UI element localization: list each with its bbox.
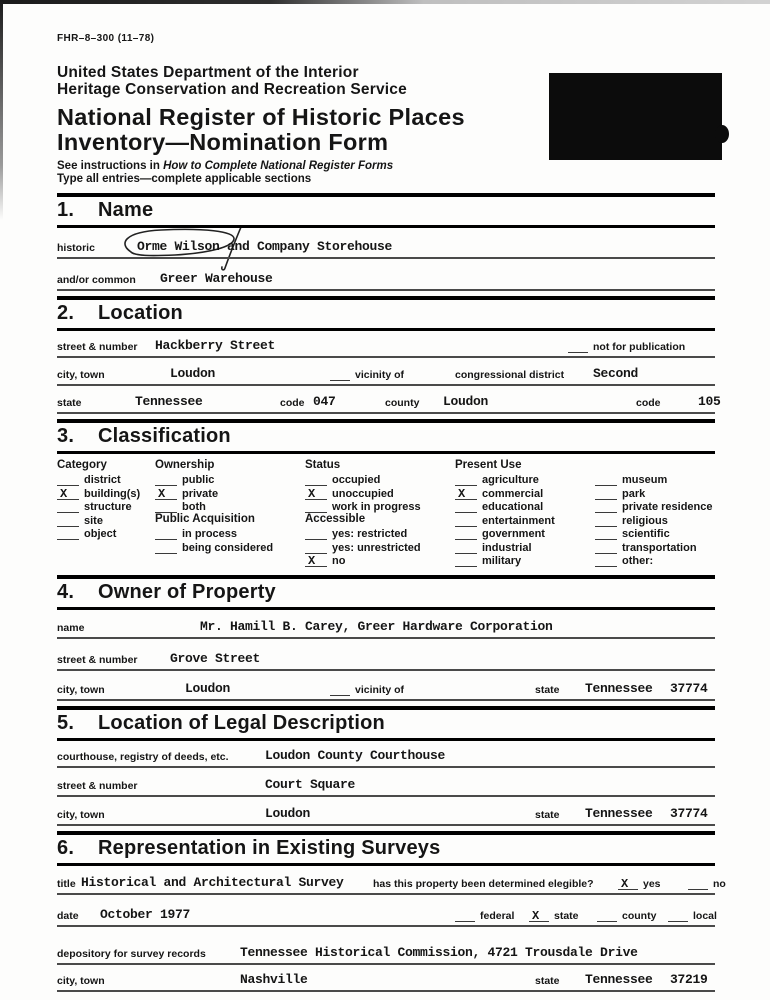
- checkbox-label: private: [182, 487, 219, 500]
- checkbox-item-transportation: [595, 540, 713, 554]
- checkbox-blank: [595, 490, 617, 500]
- survey-title-row: [57, 866, 726, 895]
- legal-state-value: Tennessee: [585, 806, 653, 821]
- owner-city-label: city, town: [57, 684, 105, 696]
- checkbox-blank: [330, 684, 350, 696]
- depository-row: [57, 927, 715, 965]
- checkbox-label: building(s): [84, 487, 141, 500]
- checkbox-label: agriculture: [482, 474, 539, 486]
- checkbox-label: public: [182, 474, 215, 486]
- checkbox-blank: [455, 557, 477, 567]
- checkbox-item-museum: [595, 473, 713, 487]
- checkbox-item-government: [455, 527, 555, 541]
- city-row: [57, 358, 715, 386]
- owner-city-row: [57, 671, 715, 701]
- checkbox-label: scientific: [622, 528, 670, 540]
- depository-state-label: state: [535, 975, 560, 987]
- legal-state-label: state: [535, 809, 560, 821]
- present-use-column-2: [595, 459, 713, 567]
- form-number: FHR–8–300 (11–78): [57, 33, 155, 44]
- section-4-title: Owner of Property: [98, 581, 276, 603]
- checkbox-blank: [668, 910, 688, 922]
- checkbox-item-agriculture: [455, 473, 555, 487]
- local-checkbox: [668, 910, 717, 922]
- checkbox-mark: X: [158, 486, 166, 501]
- checkbox-item-no: [305, 554, 421, 568]
- legal-zip-value: 37774: [670, 806, 708, 821]
- category-heading: Category: [57, 459, 107, 471]
- owner-zip-value: 37774: [670, 681, 708, 696]
- county-value: Loudon: [443, 394, 489, 409]
- checkbox-blank: [330, 369, 350, 381]
- checkbox-blank: [155, 486, 177, 501]
- agency-line-2: Heritage Conservation and Recreation Service: [57, 80, 407, 98]
- checkbox-item-structure: [57, 500, 140, 514]
- checkbox-blank: [595, 476, 617, 486]
- form-instructions: [57, 160, 715, 186]
- checkbox-blank: [155, 476, 177, 486]
- common-name-row: [57, 259, 715, 291]
- agency-line-1: United States Department of the Interior: [57, 64, 359, 81]
- checkbox-blank: [455, 910, 475, 922]
- checkbox-label: yes: restricted: [332, 528, 408, 540]
- owner-vicinity-label: vicinity of: [355, 684, 405, 696]
- category-column: [57, 459, 140, 540]
- checkbox-blank: [455, 517, 477, 527]
- local-checkbox-label: local: [693, 910, 717, 922]
- checkbox-item-commercial: [455, 486, 555, 500]
- section-5-heading: [57, 710, 715, 738]
- legal-street-value: Court Square: [265, 777, 356, 792]
- checkbox-label: no: [332, 555, 346, 567]
- checkbox-label: work in progress: [332, 501, 421, 513]
- instructions-line-1: [57, 160, 715, 173]
- checkbox-blank: [155, 530, 177, 540]
- checkbox-blank: [597, 910, 617, 922]
- historic-name-row: [57, 228, 715, 259]
- checkbox-mark: X: [458, 486, 466, 501]
- checkbox-blank: [305, 544, 327, 554]
- status-column: [305, 459, 421, 567]
- checkbox-item-private: [155, 486, 273, 500]
- legal-street-label: street & number: [57, 780, 138, 792]
- checkbox-item-park: [595, 486, 713, 500]
- congressional-district-value: Second: [593, 366, 639, 381]
- checkbox-label: yes: unrestricted: [332, 541, 421, 554]
- checkbox-label: being considered: [182, 541, 274, 554]
- checkbox-blank: [618, 878, 638, 890]
- section-3-number: 3.: [57, 425, 75, 447]
- checkbox-label: private residence: [622, 501, 713, 513]
- section-6-title: Representation in Existing Surveys: [98, 837, 441, 859]
- section-4-number: 4.: [57, 581, 75, 603]
- agency-header: [57, 65, 715, 98]
- street-row: [57, 331, 715, 358]
- checkbox-mark: X: [60, 486, 68, 501]
- checkbox-item-entertainment: [455, 513, 555, 527]
- section-2-heading: [57, 300, 715, 328]
- instructions-line-2: Type all entries—complete applicable sections: [57, 173, 312, 185]
- checkbox-label: industrial: [482, 541, 532, 554]
- checkbox-label: entertainment: [482, 514, 555, 527]
- checkbox-label: unoccupied: [332, 487, 394, 500]
- state-checkbox-label: state: [554, 910, 579, 922]
- checkbox-item-occupied: [305, 473, 421, 487]
- common-label: and/or common: [57, 274, 136, 286]
- checkbox-label: in process: [182, 528, 238, 540]
- depository-value: Tennessee Historical Commission, 4721 Trousdale Drive: [240, 945, 638, 960]
- ownership-heading: Ownership: [155, 459, 215, 471]
- section-6-number: 6.: [57, 837, 75, 859]
- public-acquisition-heading: Public Acquisition: [155, 513, 255, 525]
- checkbox-label: military: [482, 555, 522, 567]
- form-title-line-2: Inventory—Nomination Form: [57, 129, 389, 155]
- form-title: [57, 105, 715, 155]
- checkbox-label: structure: [84, 501, 132, 513]
- section-5-title: Location of Legal Description: [98, 712, 385, 734]
- checkbox-label: transportation: [622, 541, 697, 554]
- checkbox-item-yes-restricted: [305, 527, 421, 541]
- vicinity-checkbox: [330, 369, 404, 381]
- section-1-title: Name: [98, 199, 154, 221]
- scan-edge-top: [0, 0, 770, 4]
- checkbox-blank: [595, 530, 617, 540]
- checkbox-label: other:: [622, 555, 654, 567]
- legal-street-row: [57, 768, 715, 797]
- checkbox-blank: [57, 517, 79, 527]
- checkbox-blank: [688, 878, 708, 890]
- courthouse-row: [57, 741, 715, 768]
- county-checkbox: [597, 910, 656, 922]
- instructions-prefix: See instructions in: [57, 160, 164, 172]
- checkbox-label: district: [84, 474, 121, 486]
- checkbox-label: occupied: [332, 474, 381, 486]
- checkbox-blank: [305, 554, 327, 568]
- city-value: Loudon: [170, 366, 216, 381]
- checkbox-label: educational: [482, 501, 544, 513]
- accessible-heading: Accessible: [305, 513, 366, 525]
- not-for-publication-checkbox: [568, 341, 685, 353]
- legal-city-label: city, town: [57, 809, 105, 821]
- section-4-heading: [57, 579, 715, 607]
- owner-state-value: Tennessee: [585, 681, 653, 696]
- owner-name-value: Mr. Hamill B. Carey, Greer Hardware Corporation: [200, 619, 553, 634]
- checkbox-item-object: [57, 527, 140, 541]
- survey-date-value: October 1977: [100, 907, 191, 922]
- checkbox-item-in-process: [155, 527, 273, 541]
- vicinity-label: vicinity of: [355, 369, 405, 381]
- checkbox-label: site: [84, 514, 103, 527]
- street-value: Hackberry Street: [155, 338, 276, 353]
- historic-value: Orme Wilson and Company Storehouse: [137, 239, 393, 254]
- checkbox-item-scientific: [595, 527, 713, 541]
- checkbox-label: museum: [622, 474, 668, 486]
- section-2-title: Location: [98, 302, 183, 324]
- present-use-heading: Present Use: [455, 459, 522, 471]
- checkbox-blank: [595, 544, 617, 554]
- checkbox-mark: X: [308, 486, 316, 501]
- checkbox-label: commercial: [482, 487, 544, 500]
- checkbox-label: object: [84, 528, 117, 540]
- checkbox-item-buildings: [57, 486, 140, 500]
- checkbox-item-industrial: [455, 540, 555, 554]
- checkbox-blank: [455, 486, 477, 501]
- state-code-label: code: [280, 397, 305, 409]
- checkbox-blank: [305, 486, 327, 501]
- checkbox-label: park: [622, 487, 646, 500]
- section-5-number: 5.: [57, 712, 75, 734]
- checkbox-item-district: [57, 473, 140, 487]
- checkbox-blank: [305, 476, 327, 486]
- state-code-value: 047: [313, 394, 336, 409]
- checkbox-blank: [57, 530, 79, 540]
- courthouse-value: Loudon County Courthouse: [265, 748, 446, 763]
- legal-city-value: Loudon: [265, 806, 311, 821]
- ownership-column: [155, 459, 273, 554]
- instructions-manual-title: How to Complete National Register Forms: [163, 160, 394, 172]
- checkbox-mark: X: [532, 909, 540, 923]
- section-1-heading: [57, 197, 715, 225]
- section-3-bottom-bar: [57, 451, 715, 454]
- checkbox-blank: [455, 544, 477, 554]
- checkbox-mark: X: [308, 554, 316, 568]
- section-6-heading: [57, 835, 715, 863]
- owner-city-value: Loudon: [185, 681, 231, 696]
- survey-date-label: date: [57, 910, 79, 922]
- checkbox-blank: [455, 476, 477, 486]
- checkbox-blank: [455, 503, 477, 513]
- historic-label: historic: [57, 242, 95, 254]
- checkbox-blank: [57, 476, 79, 486]
- checkbox-blank: [155, 503, 177, 513]
- checkbox-item-private-residence: [595, 500, 713, 514]
- checkbox-blank: [305, 503, 327, 513]
- classification-grid: [57, 459, 715, 571]
- checkbox-item-unoccupied: [305, 486, 421, 500]
- depository-city-row: [57, 965, 715, 992]
- checkbox-blank: [57, 486, 79, 501]
- eligible-yes-checkbox: [618, 878, 661, 890]
- survey-title-label: title: [57, 878, 76, 890]
- county-code-label: code: [636, 397, 661, 409]
- checkbox-item-yes-unrestricted: [305, 540, 421, 554]
- checkbox-item-being-considered: [155, 540, 273, 554]
- congressional-district-label: congressional district: [455, 369, 565, 381]
- survey-date-row: [57, 895, 715, 927]
- checkbox-item-other: [595, 554, 713, 568]
- state-row: [57, 386, 721, 414]
- street-label: street & number: [57, 341, 138, 353]
- checkbox-label: religious: [622, 514, 668, 527]
- county-code-value: 105: [698, 394, 721, 409]
- status-heading: Status: [305, 459, 341, 471]
- checkbox-blank: [595, 557, 617, 567]
- checkbox-blank: [155, 544, 177, 554]
- checkbox-blank: [305, 530, 327, 540]
- owner-name-label: name: [57, 622, 85, 634]
- checkbox-blank: [529, 910, 549, 922]
- checkbox-item-site: [57, 513, 140, 527]
- checkbox-item-public: [155, 473, 273, 487]
- eligible-question: has this property been determined elegible?: [373, 878, 594, 890]
- section-3-heading: [57, 423, 715, 451]
- owner-name-row: [57, 610, 715, 639]
- form-title-line-1: National Register of Historic Places: [57, 104, 465, 130]
- eligible-yes-label: yes: [643, 878, 661, 890]
- checkbox-blank: [595, 517, 617, 527]
- checkbox-item-educational: [455, 500, 555, 514]
- section-1-number: 1.: [57, 199, 75, 221]
- city-label: city, town: [57, 369, 105, 381]
- depository-zip-value: 37219: [670, 972, 708, 987]
- state-label: state: [57, 397, 82, 409]
- section-2-number: 2.: [57, 302, 75, 324]
- legal-city-row: [57, 797, 715, 826]
- eligible-no-label: no: [713, 878, 726, 890]
- federal-checkbox: [455, 910, 514, 922]
- checkbox-item-work-in-progress: [305, 500, 421, 514]
- county-label: county: [385, 397, 420, 409]
- depository-label: depository for survey records: [57, 948, 206, 960]
- federal-label: federal: [480, 910, 515, 922]
- owner-vicinity-checkbox: [330, 684, 404, 696]
- checkbox-blank: [57, 503, 79, 513]
- state-checkbox: [529, 910, 579, 922]
- section-3-title: Classification: [98, 425, 231, 447]
- depository-city-label: city, town: [57, 975, 105, 987]
- courthouse-label: courthouse, registry of deeds, etc.: [57, 751, 229, 763]
- depository-city-value: Nashville: [240, 972, 308, 987]
- owner-street-row: [57, 639, 715, 671]
- eligible-no-checkbox: [688, 878, 726, 890]
- checkbox-item-military: [455, 554, 555, 568]
- checkbox-blank: [568, 341, 588, 353]
- present-use-column: [455, 459, 555, 567]
- state-value: Tennessee: [135, 394, 203, 409]
- checkbox-blank: [595, 503, 617, 513]
- owner-street-value: Grove Street: [170, 651, 261, 666]
- owner-street-label: street & number: [57, 654, 138, 666]
- not-for-publication-label: not for publication: [593, 341, 686, 353]
- common-value: Greer Warehouse: [160, 271, 273, 286]
- checkbox-blank: [455, 530, 477, 540]
- checkbox-mark: X: [621, 877, 629, 891]
- county-checkbox-label: county: [622, 910, 657, 922]
- survey-title-value: Historical and Architectural Survey: [81, 875, 344, 890]
- depository-state-value: Tennessee: [585, 972, 653, 987]
- checkbox-label: both: [182, 501, 206, 513]
- checkbox-item-religious: [595, 513, 713, 527]
- checkbox-item-both: [155, 500, 273, 514]
- owner-state-label: state: [535, 684, 560, 696]
- checkbox-label: government: [482, 528, 545, 540]
